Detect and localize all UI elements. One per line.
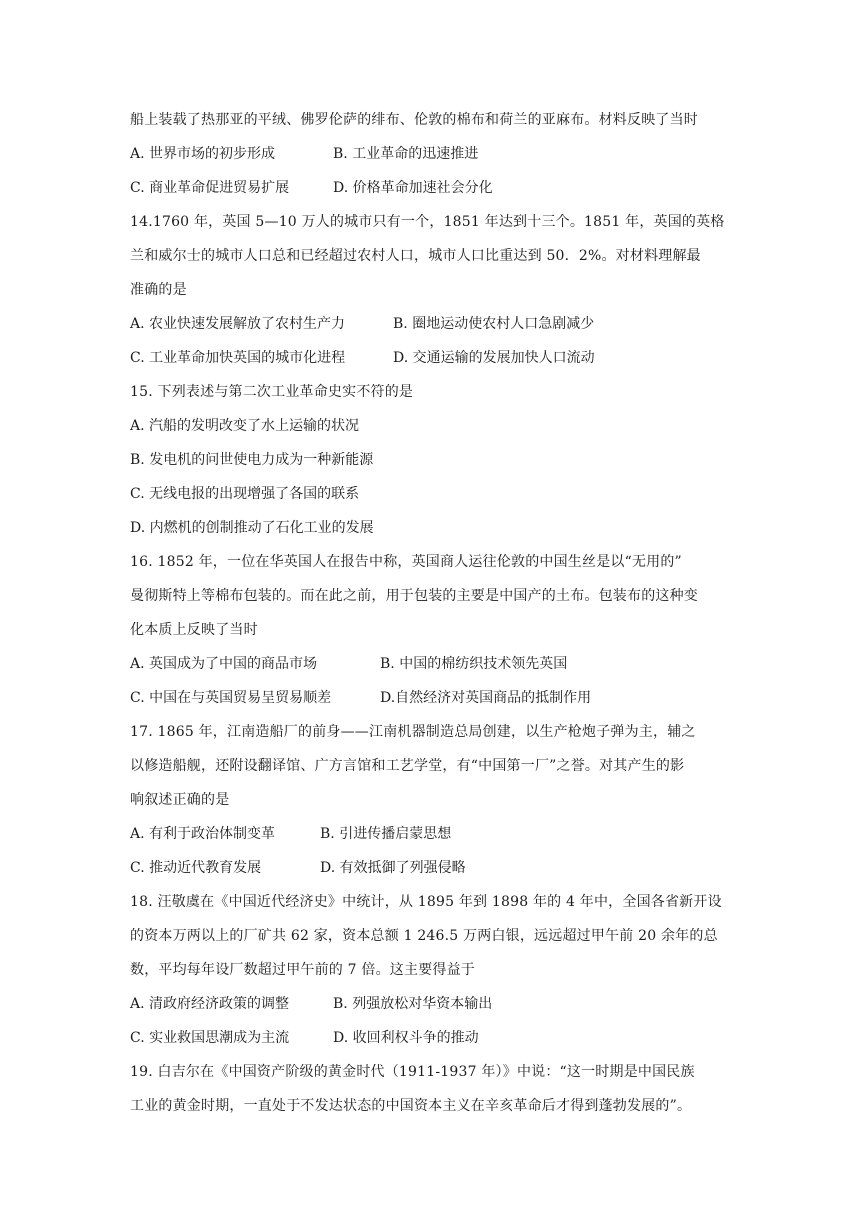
q16-option-d: D.自然经济对英国商品的抵制作用 (380, 690, 592, 706)
q16-option-b: B. 中国的棉纺织技术领先英国 (380, 656, 568, 672)
q15-option-d: D. 内燃机的创制推动了石化工业的发展 (130, 520, 374, 536)
q18-stem-line-3: 数，平均每年设厂数超过甲午前的 7 倍。这主要得益于 (130, 962, 476, 978)
q18-option-d: D. 收回利权斗争的推动 (333, 1030, 479, 1046)
question-13-stem-tail: 船上装载了热那亚的平绒、佛罗伦萨的绯布、伦敦的棉布和荷兰的亚麻布。材料反映了当时 (130, 112, 698, 128)
q13-option-a: A. 世界市场的初步形成 (130, 146, 276, 162)
q17-option-c: C. 推动近代教育发展 (130, 860, 262, 876)
q15-option-a: A. 汽船的发明改变了水上运输的状况 (130, 418, 360, 434)
q17-option-b: B. 引进传播启蒙思想 (320, 826, 452, 842)
q17-stem-line-3: 响叙述正确的是 (130, 792, 230, 808)
q17-stem-line-2: 以修造船舰，还附设翻译馆、广方言馆和工艺学堂，有“中国第一厂”之誉。对其产生的影 (130, 758, 685, 774)
q18-option-c: C. 实业救国思潮成为主流 (130, 1030, 290, 1046)
q19-stem-line-1: 19. 白吉尔在《中国资产阶级的黄金时代（1911-1937 年）》中说：“这一时期是中国民族 (130, 1064, 695, 1080)
q14-stem-line-1: 14.1760 年，英国 5—10 万人的城市只有一个，1851 年达到十三个。1851 年，英国的英格 (130, 214, 725, 230)
q14-option-b: B. 圈地运动使农村人口急剧减少 (393, 316, 595, 332)
q18-option-a: A. 清政府经济政策的调整 (130, 996, 290, 1012)
q17-option-a: A. 有利于政治体制变革 (130, 826, 276, 842)
q14-stem-line-2: 兰和威尔士的城市人口总和已经超过农村人口，城市人口比重达到 50．2%。对材料理解最 (130, 248, 701, 264)
q19-stem-line-2: 工业的黄金时期，一直处于不发达状态的中国资本主义在辛亥革命后才得到蓬勃发展的”。 (130, 1098, 692, 1114)
q14-option-a: A. 农业快速发展解放了农村生产力 (130, 316, 346, 332)
q15-option-b: B. 发电机的问世使电力成为一种新能源 (130, 452, 374, 468)
q17-option-d: D. 有效抵御了列强侵略 (320, 860, 466, 876)
q16-stem-line-3: 化本质上反映了当时 (130, 622, 258, 638)
q17-stem-line-1: 17. 1865 年，江南造船厂的前身——江南机器制造总局创建，以生产枪炮子弹为主，辅之 (130, 724, 696, 740)
q16-option-c: C. 中国在与英国贸易呈贸易顺差 (130, 690, 332, 706)
q16-option-a: A. 英国成为了中国的商品市场 (130, 656, 318, 672)
q15-stem: 15. 下列表述与第二次工业革命史实不符的是 (130, 384, 414, 400)
q18-stem-line-2: 的资本万两以上的厂矿共 62 家，资本总额 1 246.5 万两白银，远远超过甲午前 20 余年的总 (130, 928, 718, 944)
q13-option-d: D. 价格革命加速社会分化 (333, 180, 493, 196)
q13-option-b: B. 工业革命的迅速推进 (333, 146, 479, 162)
q13-option-c: C. 商业革命促进贸易扩展 (130, 180, 290, 196)
q14-stem-line-3: 准确的是 (130, 282, 187, 298)
q16-stem-line-2: 曼彻斯特上等棉布包装的。而在此之前，用于包装的主要是中国产的土布。包装布的这种变 (130, 588, 698, 604)
q18-option-b: B. 列强放松对华资本输出 (333, 996, 493, 1012)
q15-option-c: C. 无线电报的出现增强了各国的联系 (130, 486, 360, 502)
q18-stem-line-1: 18. 汪敬虞在《中国近代经济史》中统计，从 1895 年到 1898 年的 4 年中，全国各省新开设 (130, 894, 722, 910)
q16-stem-line-1: 16. 1852 年，一位在华英国人在报告中称，英国商人运往伦敦的中国生丝是以“无用的” (130, 554, 682, 570)
q14-option-d: D. 交通运输的发展加快人口流动 (393, 350, 595, 366)
q14-option-c: C. 工业革命加快英国的城市化进程 (130, 350, 346, 366)
